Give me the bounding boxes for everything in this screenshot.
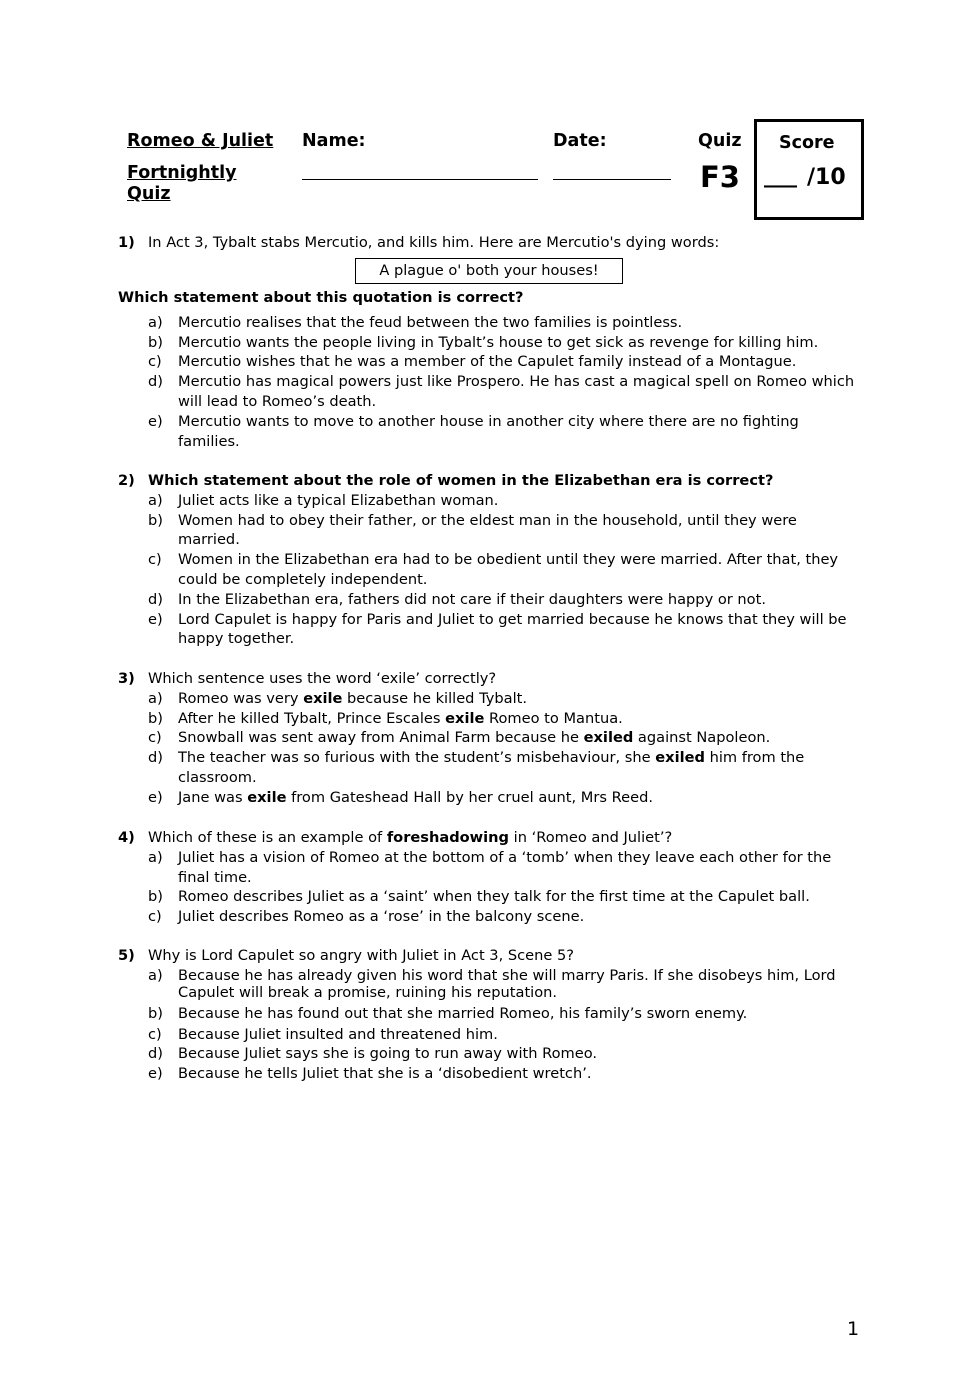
option-5d[interactable] [118, 1044, 863, 1064]
option-4c[interactable] [118, 907, 863, 927]
option-text-pre: The teacher was so furious with the student’s misbehaviour, she [178, 749, 656, 767]
name-label: Name: [302, 131, 366, 151]
option-text-pre: Jane was [178, 788, 248, 806]
option-3d[interactable] [118, 748, 863, 788]
option-text-post: because he killed Tybalt. [342, 689, 527, 707]
option-text: Because Juliet insulted and threatened him. [178, 1025, 498, 1043]
question-text: In Act 3, Tybalt stabs Mercutio, and kills him. Here are Mercutio's dying words: [148, 234, 720, 251]
option-text: Women had to obey their father, or the eldest man in the household, until they were married. [178, 511, 797, 549]
option-3a[interactable] [118, 689, 863, 709]
quiz-title: Romeo & Juliet [127, 131, 274, 151]
option-1b[interactable] [118, 333, 863, 353]
option-5b[interactable] [118, 1004, 863, 1024]
option-letter: c) [148, 353, 162, 371]
option-1e[interactable] [118, 412, 863, 452]
question-prompt: Which statement about this quotation is correct? [118, 289, 524, 306]
option-letter: e) [148, 1065, 163, 1083]
option-letter: d) [148, 1045, 163, 1063]
option-letter: e) [148, 610, 163, 628]
option-text: Women in the Elizabethan era had to be obedient until they were married. After that, they could be completely independent. [178, 551, 839, 588]
option-2b[interactable] [118, 511, 863, 551]
option-letter: a) [148, 689, 163, 707]
option-text-post: from Gateshead Hall by her cruel aunt, Mrs Reed. [286, 788, 653, 806]
quote-box: A plague o' both your houses! [355, 258, 623, 284]
question-number: 4) [118, 829, 135, 846]
option-letter: e) [148, 788, 163, 806]
option-text-post: him from the classroom. [178, 749, 805, 786]
option-5c[interactable] [118, 1025, 863, 1045]
option-letter: b) [148, 511, 163, 529]
option-3b[interactable] [118, 709, 863, 729]
option-text: Juliet acts like a typical Elizabethan woman. [178, 491, 499, 509]
option-4b[interactable] [118, 887, 863, 907]
keyword: foreshadowing [386, 829, 509, 846]
option-text-pre: Romeo was very [178, 689, 304, 707]
option-text-pre: Snowball was sent away from Animal Farm because he [178, 729, 584, 747]
score-box [754, 119, 864, 220]
option-letter: c) [148, 1025, 162, 1043]
option-4a[interactable] [118, 848, 863, 888]
option-text: Lord Capulet is happy for Paris and Juliet to get married because he knows that they will be happy together. [178, 610, 847, 648]
question-number: 1) [118, 234, 135, 251]
option-text: Mercutio has magical powers just like Prospero. He has cast a magical spell on Romeo which will lead to Romeo’s death. [178, 373, 855, 410]
question-3 [118, 669, 863, 808]
option-letter: d) [148, 590, 163, 608]
option-letter: e) [148, 412, 163, 430]
option-letter: c) [148, 551, 162, 569]
option-letter: a) [148, 491, 163, 509]
option-letter: d) [148, 749, 163, 767]
option-3c[interactable] [118, 728, 863, 748]
option-1c[interactable] [118, 352, 863, 372]
keyword: exile [303, 689, 343, 707]
option-text: Mercutio wishes that he was a member of the Capulet family instead of a Montague. [178, 353, 797, 371]
option-text: Romeo describes Juliet as a ‘saint’ when they talk for the first time at the Capulet ball. [178, 888, 810, 906]
question-1 [118, 233, 863, 253]
score-total: /10 [807, 165, 846, 190]
option-letter: a) [148, 966, 163, 984]
question-text-post: in ‘Romeo and Juliet’? [509, 829, 673, 846]
option-1d[interactable] [118, 372, 863, 412]
quiz-subtitle-2: Quiz [127, 184, 171, 204]
option-text: In the Elizabethan era, fathers did not care if their daughters were happy or not. [178, 590, 766, 608]
option-2c[interactable] [118, 550, 863, 590]
question-text-pre: Which of these is an example of [148, 829, 387, 846]
keyword: exile [445, 709, 485, 727]
option-2d[interactable] [118, 590, 863, 610]
option-text: Juliet describes Romeo as a ‘rose’ in the balcony scene. [178, 908, 585, 926]
option-letter: d) [148, 373, 163, 391]
option-letter: a) [148, 848, 163, 866]
option-2e[interactable] [118, 610, 863, 650]
option-letter: b) [148, 709, 163, 727]
quiz-code: F3 [700, 160, 740, 194]
question-4 [118, 828, 863, 927]
question-text [148, 828, 863, 848]
option-text-post: Romeo to Mantua. [484, 709, 623, 727]
question-text: Which statement about the role of women in the Elizabethan era is correct? [148, 472, 774, 489]
option-text: Mercutio realises that the feud between the two families is pointless. [178, 313, 683, 331]
date-label: Date: [553, 131, 607, 151]
option-3e[interactable] [118, 788, 863, 808]
question-2 [118, 471, 863, 649]
keyword: exile [247, 788, 287, 806]
question-number: 2) [118, 472, 135, 489]
option-text: Juliet has a vision of Romeo at the bottom of a ‘tomb’ when they leave each other for the final time. [178, 848, 832, 886]
question-number: 5) [118, 947, 135, 964]
keyword: exiled [655, 749, 705, 767]
option-letter: b) [148, 888, 163, 906]
option-letter: c) [148, 729, 162, 747]
quiz-subtitle: Fortnightly [127, 163, 237, 183]
name-field[interactable] [302, 179, 538, 180]
question-1-options [118, 288, 863, 451]
page-number: 1 [847, 1318, 860, 1340]
option-text: Mercutio wants to move to another house in another city where there are no fighting families. [178, 412, 799, 450]
option-5e[interactable] [118, 1064, 863, 1084]
option-letter: c) [148, 908, 162, 926]
option-text: Because he has found out that she married Romeo, his family’s sworn enemy. [178, 1004, 748, 1022]
option-5a[interactable] [118, 966, 863, 1004]
option-letter: b) [148, 333, 163, 351]
option-text: Because Juliet says she is going to run away with Romeo. [178, 1045, 598, 1063]
quiz-label: Quiz [698, 131, 742, 151]
option-1a[interactable] [118, 313, 863, 333]
option-letter: b) [148, 1004, 163, 1022]
option-text: Because he has already given his word that she will marry Paris. If she disobeys him, Lord Capulet will break a promise, ruining his reputation. [178, 966, 836, 1002]
option-letter: a) [148, 313, 163, 331]
date-field[interactable] [553, 179, 671, 180]
question-5 [118, 946, 863, 1084]
option-text-pre: After he killed Tybalt, Prince Escales [178, 709, 446, 727]
score-label: Score [779, 133, 835, 153]
option-text: Mercutio wants the people living in Tybalt’s house to get sick as revenge for killing him. [178, 333, 819, 351]
option-text: Because he tells Juliet that she is a ‘disobedient wretch’. [178, 1065, 592, 1083]
option-text-post: against Napoleon. [633, 729, 771, 747]
score-blank[interactable]: ___ [764, 163, 797, 188]
option-2a[interactable] [118, 491, 863, 511]
question-text: Which sentence uses the word ‘exile’ correctly? [148, 670, 497, 687]
question-number: 3) [118, 670, 135, 687]
keyword: exiled [583, 729, 634, 747]
question-text: Why is Lord Capulet so angry with Juliet in Act 3, Scene 5? [148, 947, 575, 964]
